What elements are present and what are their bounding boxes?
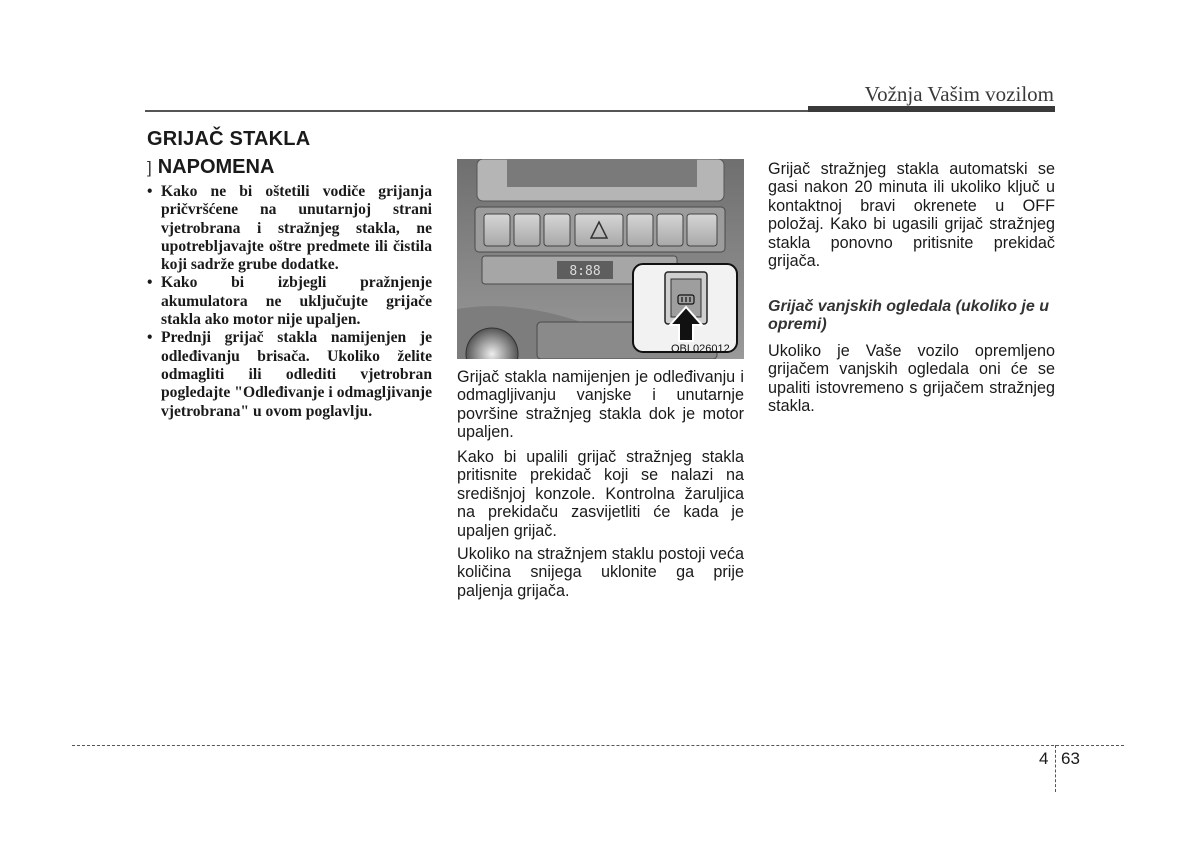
paragraph-intro: Grijač stakla namijenjen je odleđivanju i odmagljivanju vanjske i unutarnje površine stražnjeg stakla dok je motor upaljen. — [457, 368, 744, 442]
center-console-illustration — [457, 159, 744, 359]
chapter-number: 4 — [1039, 749, 1049, 768]
note-item — [147, 183, 432, 274]
figure-code: OBL026012 — [671, 343, 730, 355]
note-marker-icon: ] — [147, 157, 152, 177]
note-text: Kako ne bi oštetili vodiče grijanja pričvršćene na unutarnjoj strani vjetrobrana i stražnjeg stakla, ne upotrebljavajte oštre predmete ili čistila koji sadrže grube dodatke. — [161, 183, 432, 274]
note-heading — [147, 156, 274, 179]
note-heading-label: NAPOMENA — [157, 156, 275, 178]
note-text: Prednji grijač stakla namijenjen je odleđivanju brisača. Ukoliko želite odmagliti ili odlediti vjetrobran pogledajte "Odleđivanje i odmagljivanje vjetrobrana" u ovom poglavlju. — [161, 329, 432, 420]
defroster-callout — [633, 264, 737, 352]
note-list — [147, 183, 432, 421]
bullet-icon: • — [147, 183, 153, 200]
header-rule-accent — [808, 106, 1055, 112]
footer-divider — [1055, 745, 1056, 792]
console-button-row — [484, 214, 717, 246]
footer-rule — [72, 745, 1124, 746]
paragraph-activate: Kako bi upalili grijač stražnjeg stakla pritisnite prekidač koji se nalazi na središnjoj konzole. Kontrolna žarulјica na prekidaču zasvijetliti će kada je upaljen grijač. — [457, 448, 744, 540]
paragraph-snow: Ukoliko na stražnjem staklu postoji veća količina snijega uklonite ga prije paljenja grijača. — [457, 545, 745, 600]
bullet-icon: • — [147, 274, 153, 292]
note-text: Kako bi izbjegli pražnjenje akumulatora ne uključujte grijače stakla ako motor nije upaljen. — [161, 274, 432, 329]
page-number: 63 — [1061, 749, 1080, 768]
paragraph-mirror-heater: Ukoliko je Vaše vozilo opremljeno grijačem vanjskih ogledala oni će se upaliti istovremeno s grijačem stražnjeg stakla. — [768, 342, 1055, 416]
bullet-icon: • — [147, 329, 153, 347]
paragraph-auto-off: Grijač stražnjeg stakla automatski se gasi nakon 20 minuta ili ukoliko ključ u kontaktnoj bravi okrenete u OFF položaj. Kako bi ugasili grijač stražnjeg stakla ponovno pritisnite prekidač grijača. — [768, 160, 1055, 271]
console-clock-readout: 8:88 — [569, 264, 601, 279]
console-drawing — [457, 159, 744, 359]
chapter-title: Vožnja Vašim vozilom — [864, 82, 1054, 106]
mirror-heater-heading: Grijač vanjskih ogledala (ukoliko je u opremi) — [768, 298, 1049, 334]
note-item — [147, 274, 432, 329]
section-title: GRIJAČ STAKLA — [147, 128, 311, 150]
note-item — [147, 329, 432, 420]
